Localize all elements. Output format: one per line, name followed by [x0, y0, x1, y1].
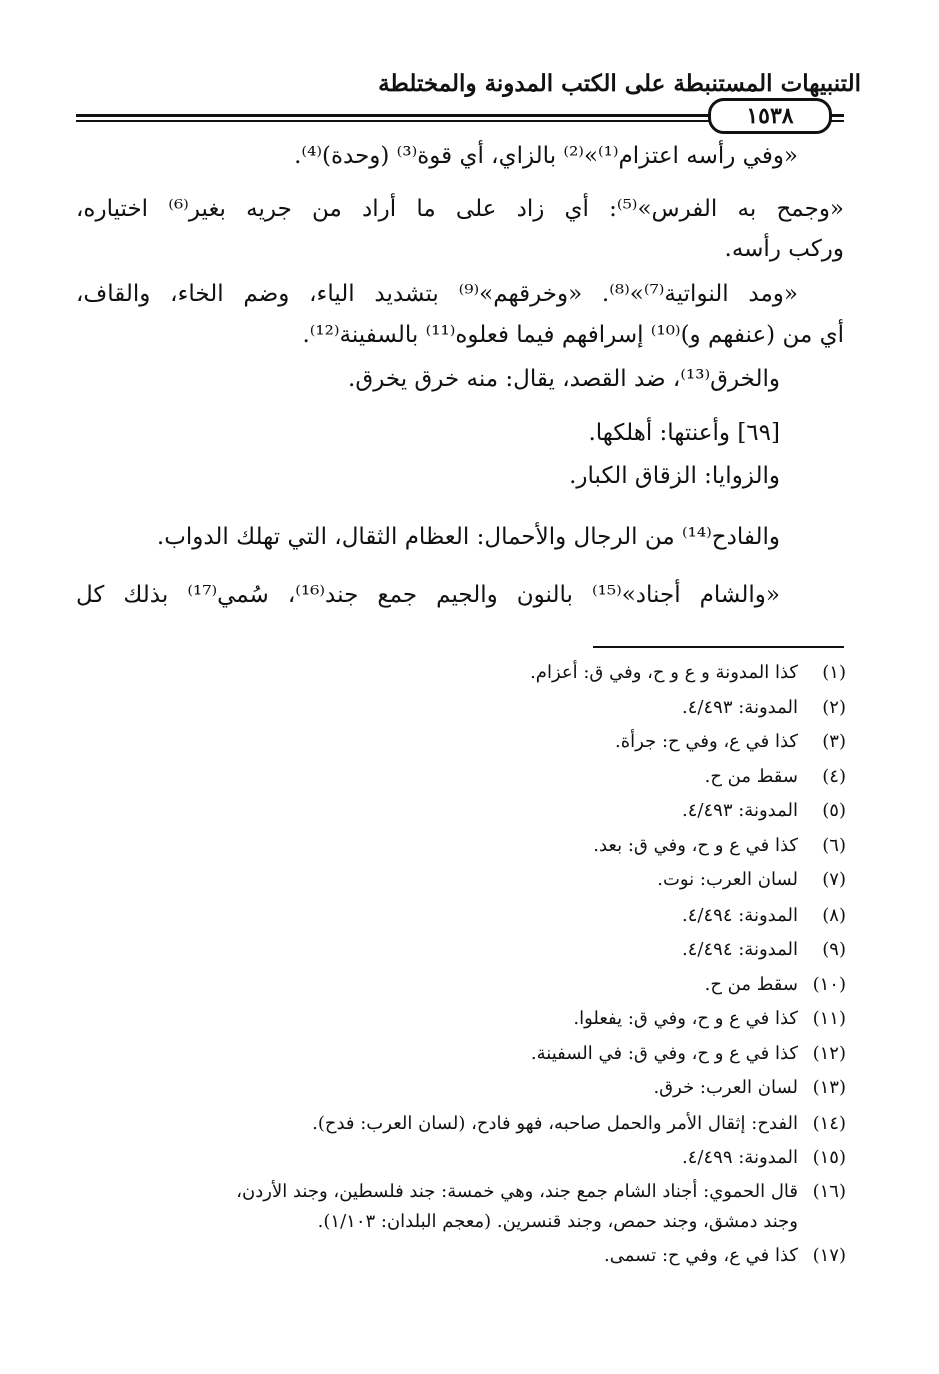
body-line: «والشام أجناد»⁽¹⁵⁾ بالنون والجيم جمع جند⁽¹⁶⁾، سُمي⁽¹⁷⁾ بذلك كل	[76, 582, 780, 608]
footnote-text: المدونة: ٤/٤٩٩.	[682, 1147, 798, 1168]
footnote-text: كذا في ع و ح، وفي ق: في السفينة.	[530, 1043, 798, 1064]
footnote-text: قال الحموي: أجناد الشام جمع جند، وهي خمسة: جند فلسطين، وجند الأردن،	[236, 1181, 798, 1202]
footnote	[76, 974, 846, 1004]
footnote	[76, 835, 846, 865]
body-line: [٦٩] وأعنتها: أهلكها.	[588, 420, 780, 446]
footnote-text: لسان العرب: خرق.	[653, 1077, 798, 1098]
footnote-text: لسان العرب: نوت.	[657, 869, 798, 890]
footnote-text: المدونة: ٤/٤٩٣.	[682, 800, 798, 821]
footnote	[76, 697, 846, 727]
footnote-number: (٩)	[822, 939, 846, 960]
body-line: «ومد النواتية⁽⁷⁾»⁽⁸⁾. «وخرقهم»⁽⁹⁾ بتشديد الياء، وضم الخاء، والقاف،	[76, 281, 798, 307]
footnote-text: المدونة: ٤/٤٩٣.	[682, 697, 798, 718]
footnote-number: (١١)	[812, 1008, 846, 1029]
body-text	[76, 0, 844, 640]
footnote-number: (٢)	[822, 697, 846, 718]
footnote-number: (١٧)	[812, 1245, 846, 1266]
footnote	[76, 1077, 846, 1107]
footnote-number: (١٠)	[812, 974, 846, 995]
footnote-number: (٤)	[822, 766, 846, 787]
body-line: «وفي رأسه اعتزام⁽¹⁾»⁽²⁾ بالزاي، أي قوة⁽³⁾ (وحدة)⁽⁴⁾.	[294, 143, 798, 169]
footnote-text: كذا في ع و ح، وفي ق: يفعلوا.	[573, 1008, 798, 1029]
footnote	[76, 766, 846, 796]
footnote-number: (٦)	[822, 835, 846, 856]
footnote-text: كذا في ع، وفي ح: تسمى.	[604, 1245, 798, 1266]
body-line: والزوايا: الزقاق الكبار.	[569, 463, 780, 489]
footnote-text: المدونة: ٤/٤٩٤.	[682, 905, 798, 926]
footnote	[76, 1113, 846, 1143]
body-line: والخرق⁽¹³⁾، ضد القصد، يقال: منه خرق يخرق.	[348, 366, 780, 392]
footnote	[76, 869, 846, 899]
body-line: والفادح⁽¹⁴⁾ من الرجال والأحمال: العظام الثقال، التي تهلك الدواب.	[156, 524, 780, 550]
footnote-number: (١٢)	[812, 1043, 846, 1064]
footnote-text: الفدح: إثقال الأمر والحمل صاحبه، فهو فادح، (لسان العرب: فدح).	[312, 1113, 798, 1134]
running-title: التنبيهات المستنبطة على الكتب المدونة والمختلطة	[378, 70, 861, 97]
footnote-number: (٧)	[822, 869, 846, 890]
footnote	[76, 905, 846, 935]
footnote-number: (١٥)	[812, 1147, 846, 1168]
body-line: أي من (عنفهم و)⁽¹⁰⁾ إسرافهم فيما فعلوه⁽¹¹⁾ بالسفينة⁽¹²⁾.	[302, 322, 844, 348]
footnote-number: (١)	[822, 662, 846, 683]
footnote-number: (١٦)	[812, 1181, 846, 1202]
footnote	[76, 1181, 846, 1232]
footnote	[76, 1008, 846, 1038]
footnote-text: كذا في ع، وفي ح: جرأة.	[615, 731, 798, 752]
footnote-number: (١٣)	[812, 1077, 846, 1098]
footnote	[76, 939, 846, 969]
footnote	[76, 662, 846, 692]
footnote-number: (٣)	[822, 731, 846, 752]
body-line: «وجمح به الفرس»⁽⁵⁾: أي زاد على ما أراد من جريه بغير⁽⁶⁾ اختياره،	[76, 196, 844, 222]
footnote	[76, 731, 846, 761]
footnote-text: كذا المدونة و ع و ح، وفي ق: أعزام.	[530, 662, 798, 683]
footnote-number: (٥)	[822, 800, 846, 821]
footnote-text: كذا في ع و ح، وفي ق: بعد.	[593, 835, 798, 856]
footnote-text: المدونة: ٤/٤٩٤.	[682, 939, 798, 960]
page-number: ١٥٣٨	[708, 98, 832, 134]
footnote-number: (٨)	[822, 905, 846, 926]
footnote	[76, 800, 846, 830]
footnote-text: سقط من ح.	[704, 974, 798, 995]
footnote-text-continued: وجند دمشق، وجند حمص، وجند قنسرين. (معجم البلدان: ١/١٠٣).	[317, 1211, 798, 1232]
footnote	[76, 1147, 846, 1177]
footnote-text: سقط من ح.	[704, 766, 798, 787]
footnote-separator	[593, 646, 844, 648]
body-line: وركب رأسه.	[724, 236, 844, 262]
footnote-number: (١٤)	[812, 1113, 846, 1134]
footnote	[76, 1245, 846, 1275]
footnote	[76, 1043, 846, 1073]
